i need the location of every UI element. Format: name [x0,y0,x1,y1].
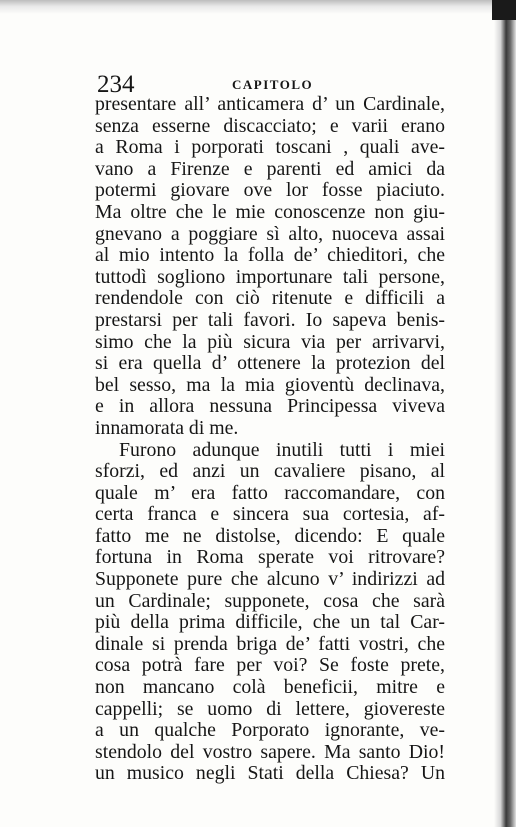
text-line: più della prima difficile, che un tal Car- [95,611,445,634]
text-line: prestarsi per tali favori. Io sapeva benis- [95,308,445,331]
text-line: Supponete pure che alcuno v’ indirizzi ad [95,568,445,591]
text-line: fatto me ne distolse, dicendo: E quale [95,524,445,547]
text-line: gnevano a poggiare sì alto, nuoceva assai [95,222,445,245]
text-line: Ma oltre che le mie conoscenze non giu- [95,200,445,223]
text-line: certa franca e sincera sua cortesia, af- [95,503,445,526]
text-line: simo che la più sicura via per arrivarvi, [95,330,445,353]
paragraph [95,440,445,786]
text-line: stendolo del vostro sapere. Ma santo Dio! [95,740,445,763]
text-line: Furono adunque inutili tutti i miei [119,438,445,461]
text-line: senza esserne discacciato; e varii erano [95,114,445,137]
text-line: quale m’ era fatto raccomandare, con [95,481,445,504]
text-line: cappelli; se uomo di lettere, giovereste [95,697,445,720]
text-line: bel sesso, ma la mia gioventù declinava, [95,373,445,396]
page-binding-edge [494,0,516,827]
text-line: sforzi, ed anzi un cavaliere pisano, al [95,460,445,483]
text-line: dinale si prenda briga de’ fatti vostri, che [95,632,445,655]
text-line: cosa potrà fare per voi? Se foste prete, [95,654,445,677]
text-line: al mio intento la folla de’ chieditori, che [95,244,445,267]
chapter-label: CAPITOLO [232,77,314,92]
text-line: un Cardinale; supponete, cosa che sarà [95,589,445,612]
text-line: innamorata di me. [95,416,239,439]
body-text [95,94,445,785]
scan-corner-shadow [492,0,516,20]
text-line: fortuna in Roma sperate voi ritrovare? [95,546,445,569]
text-line: rendendole con ciò ritenute e difficili a [95,287,445,310]
text-line: presentare all’ anticamera d’ un Cardinale, [95,93,445,115]
text-line: non mancano colà beneficii, mitre e [95,676,445,699]
text-line: tuttodì sogliono importunare tali persone, [95,265,445,288]
text-line: si era quella d’ ottenere la protezion del [95,352,445,375]
paragraph [95,94,445,440]
text-line: vano a Firenze e parenti ed amici da [95,157,445,180]
text-line: e in allora nessuna Principessa viveva [95,395,445,418]
text-line: a Roma i porporati toscani , quali ave- [95,136,445,159]
text-line: un musico negli Stati della Chiesa? Un [95,762,445,785]
scan-top-shadow [0,0,516,14]
text-line: a un qualche Porporato ignorante, ve- [95,719,445,742]
text-line: potermi giovare ove lor fosse piaciuto. [95,179,445,202]
page-number: 234 [97,71,135,98]
